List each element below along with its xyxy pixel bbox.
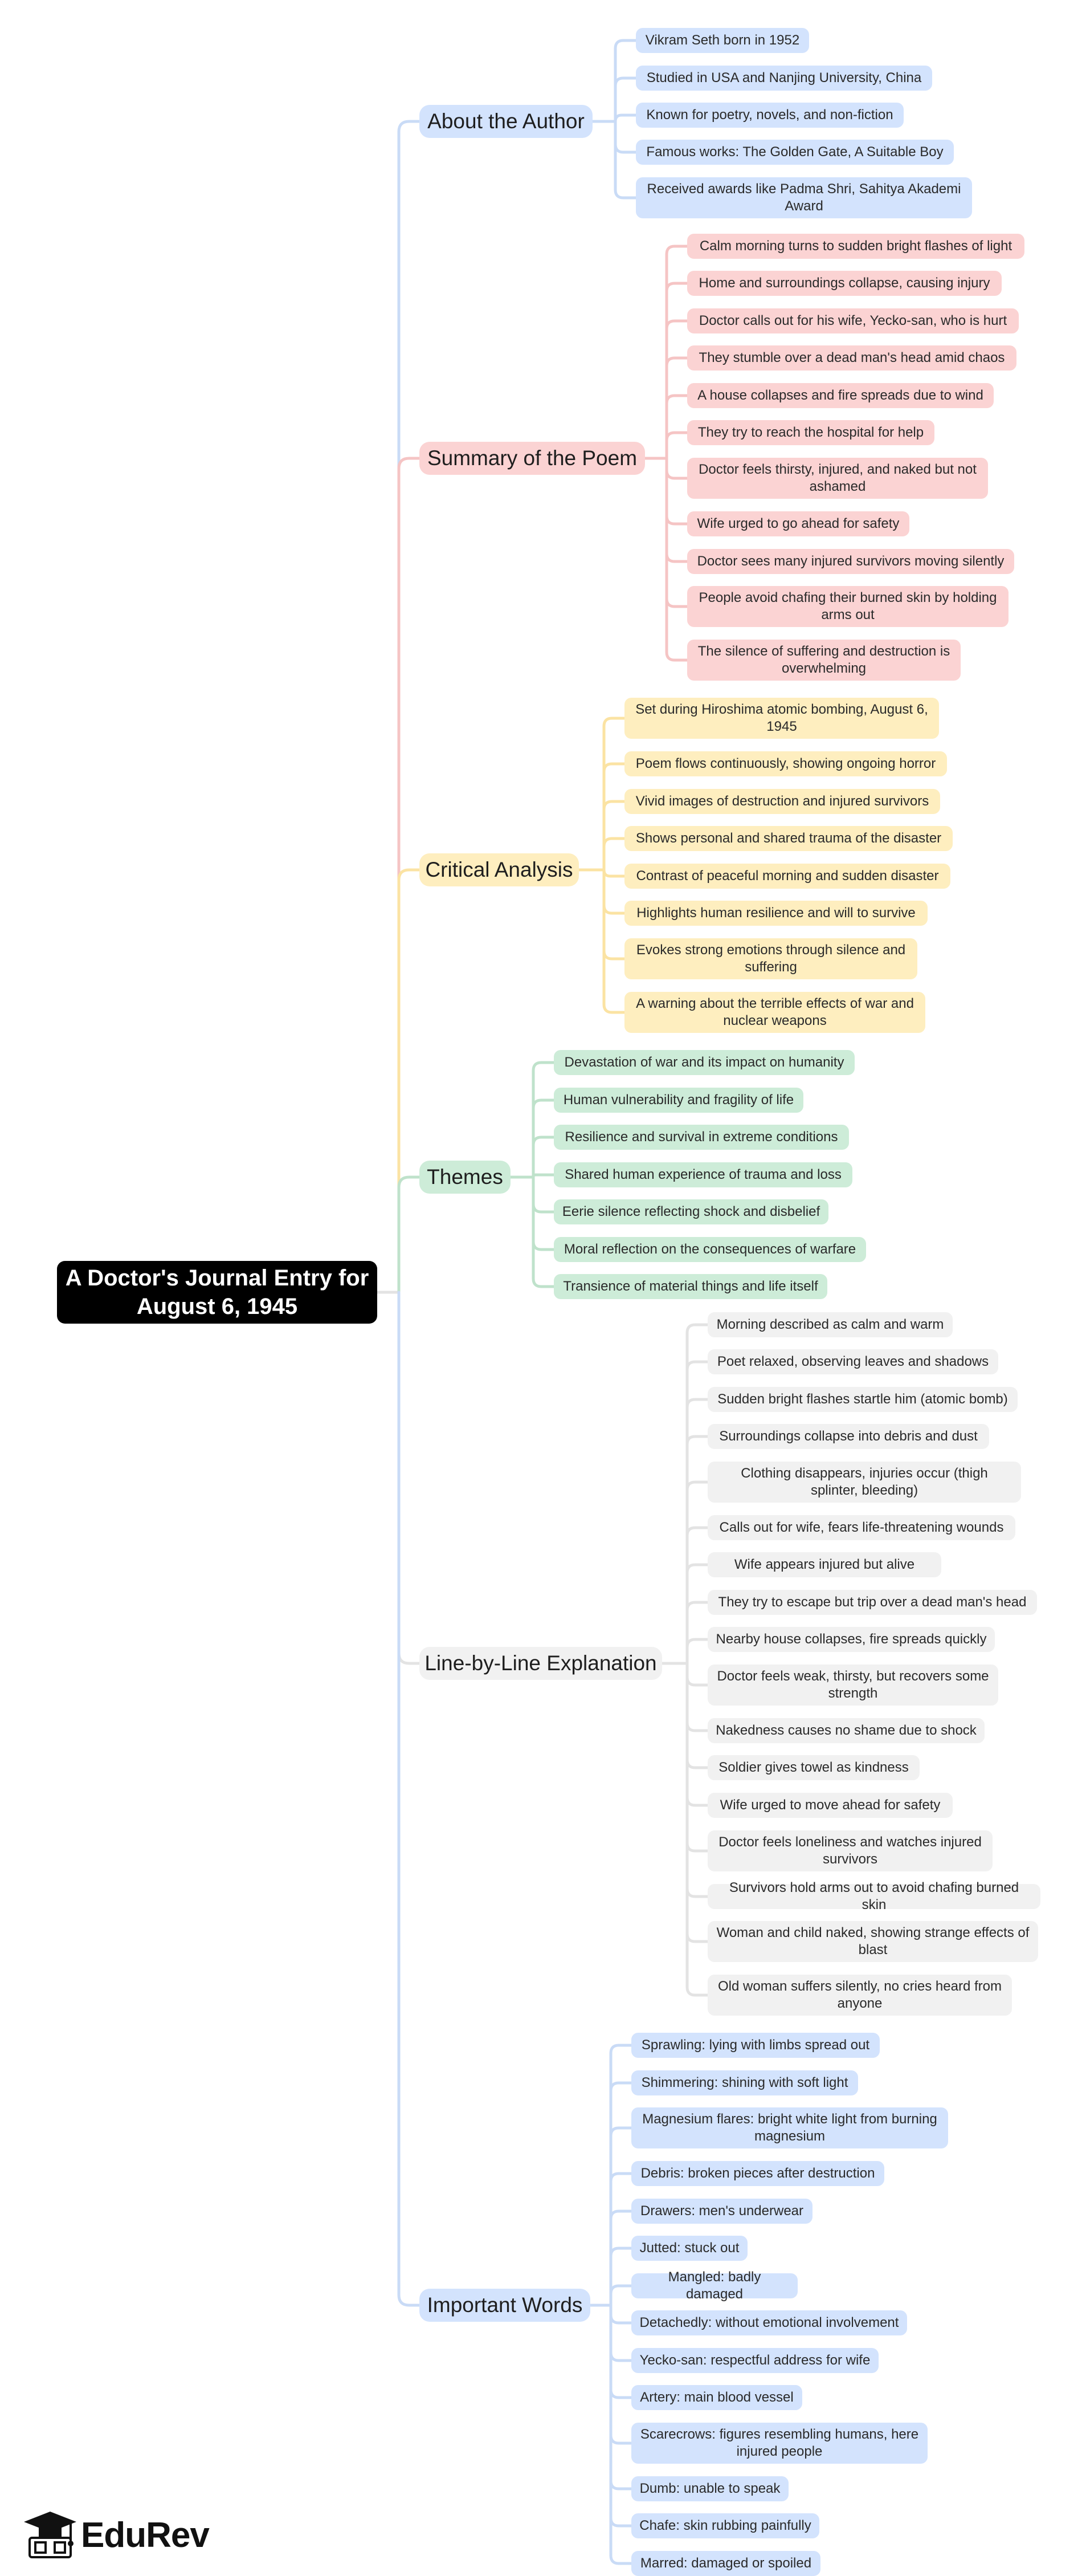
leaf-line-1: Morning described as calm and warm (708, 1312, 953, 1337)
branch-connector-3 (399, 1177, 419, 1292)
leaf-connector-2-0 (604, 718, 624, 870)
leaf-connector-5-4 (611, 2211, 631, 2305)
branch-critical-analysis[interactable]: Critical Analysis (419, 853, 579, 886)
leaf-word-5: Drawers: men's underwear (631, 2199, 813, 2224)
branch-about-the-author[interactable]: About the Author (419, 105, 593, 138)
leaf-connector-5-1 (611, 2083, 631, 2305)
leaf-word-10: Artery: main blood vessel (631, 2385, 802, 2410)
leaf-summary-11: The silence of suffering and destruction is overwhelming (687, 640, 961, 681)
leaf-summary-7: Doctor feels thirsty, injured, and naked but not ashamed (687, 458, 988, 499)
leaf-line-14: Doctor feels loneliness and watches injured survivors (708, 1830, 993, 1871)
leaf-word-14: Marred: damaged or spoiled (631, 2551, 820, 2576)
leaf-connector-5-2 (611, 2128, 631, 2305)
leaf-connector-1-9 (667, 458, 687, 607)
leaf-word-13: Chafe: skin rubbing painfully (631, 2513, 819, 2538)
branch-line-by-line-explanation[interactable]: Line-by-Line Explanation (419, 1647, 662, 1680)
leaf-line-13: Wife urged to move ahead for safety (708, 1793, 953, 1818)
leaf-summary-3: Doctor calls out for his wife, Yecko-san, who is hurt (687, 308, 1019, 333)
leaf-author-5: Received awards like Padma Shri, Sahitya Akademi Award (636, 177, 972, 218)
graduation-cap-icon (22, 2508, 79, 2559)
leaf-word-12: Dumb: unable to speak (631, 2476, 789, 2501)
leaf-line-15: Survivors hold arms out to avoid chafing burned skin (708, 1884, 1040, 1909)
leaf-line-12: Soldier gives towel as kindness (708, 1755, 920, 1780)
leaf-connector-4-14 (687, 1663, 708, 1897)
leaf-analysis-2: Poem flows continuously, showing ongoing horror (624, 751, 947, 776)
leaf-connector-5-7 (611, 2305, 631, 2323)
leaf-connector-1-4 (667, 396, 687, 458)
leaf-analysis-4: Shows personal and shared trauma of the disaster (624, 826, 953, 851)
leaf-analysis-8: A warning about the terrible effects of war and nuclear weapons (624, 992, 925, 1033)
leaf-connector-1-0 (667, 246, 687, 458)
leaf-analysis-6: Highlights human resilience and will to survive (624, 901, 928, 926)
leaf-analysis-1: Set during Hiroshima atomic bombing, August 6, 1945 (624, 698, 939, 739)
leaf-connector-4-7 (687, 1602, 708, 1663)
leaf-author-4: Famous works: The Golden Gate, A Suitable Boy (636, 140, 954, 165)
leaf-connector-1-6 (667, 458, 687, 478)
leaf-analysis-3: Vivid images of destruction and injured survivors (624, 789, 940, 814)
leaf-word-6: Jutted: stuck out (631, 2236, 748, 2261)
leaf-theme-1: Devastation of war and its impact on humanity (554, 1050, 855, 1075)
leaf-connector-0-3 (615, 121, 636, 152)
leaf-connector-3-2 (533, 1137, 554, 1177)
leaf-connector-4-1 (687, 1362, 708, 1663)
leaf-connector-4-16 (687, 1663, 708, 1995)
leaf-line-17: Old woman suffers silently, no cries heard from anyone (708, 1975, 1012, 2016)
leaf-connector-4-10 (687, 1663, 708, 1731)
branch-connector-5 (399, 1292, 419, 2305)
leaf-analysis-5: Contrast of peaceful morning and sudden disaster (624, 864, 950, 889)
leaf-theme-3: Resilience and survival in extreme conditions (554, 1125, 849, 1150)
leaf-summary-6: They try to reach the hospital for help (687, 420, 934, 445)
leaf-line-8: They try to escape but trip over a dead man's head (708, 1590, 1037, 1615)
leaf-word-1: Sprawling: lying with limbs spread out (631, 2033, 880, 2058)
leaf-author-1: Vikram Seth born in 1952 (636, 28, 809, 53)
leaf-theme-6: Moral reflection on the consequences of warfare (554, 1237, 866, 1262)
leaf-connector-3-6 (533, 1177, 554, 1287)
edurev-logo (22, 2508, 215, 2565)
leaf-word-7: Mangled: badly damaged (631, 2273, 798, 2298)
leaf-connector-4-0 (687, 1325, 708, 1663)
leaf-connector-4-11 (687, 1663, 708, 1768)
leaf-summary-8: Wife urged to go ahead for safety (687, 511, 909, 536)
leaf-line-3: Sudden bright flashes startle him (atomic bomb) (708, 1387, 1018, 1412)
leaf-line-10: Doctor feels weak, thirsty, but recovers some strength (708, 1665, 998, 1706)
leaf-connector-4-5 (687, 1528, 708, 1663)
leaf-connector-5-6 (611, 2286, 631, 2305)
leaf-line-2: Poet relaxed, observing leaves and shadows (708, 1349, 998, 1374)
branch-themes[interactable]: Themes (419, 1161, 511, 1194)
leaf-line-6: Calls out for wife, fears life-threatening wounds (708, 1515, 1015, 1540)
leaf-summary-1: Calm morning turns to sudden bright flashes of light (687, 234, 1024, 259)
leaf-connector-4-3 (687, 1436, 708, 1663)
leaf-summary-4: They stumble over a dead man's head amid chaos (687, 345, 1016, 371)
leaf-word-9: Yecko-san: respectful address for wife (631, 2348, 879, 2373)
leaf-connector-3-3 (533, 1175, 554, 1177)
leaf-summary-10: People avoid chafing their burned skin by holding arms out (687, 586, 1009, 627)
leaf-analysis-7: Evokes strong emotions through silence and suffering (624, 938, 917, 979)
leaf-connector-5-12 (611, 2305, 631, 2526)
leaf-connector-3-0 (533, 1063, 554, 1177)
leaf-line-4: Surroundings collapse into debris and dust (708, 1424, 989, 1449)
leaf-connector-1-8 (667, 458, 687, 561)
leaf-theme-2: Human vulnerability and fragility of life (554, 1088, 803, 1113)
leaf-connector-5-8 (611, 2305, 631, 2361)
leaf-word-11: Scarecrows: figures resembling humans, here injured people (631, 2423, 928, 2464)
leaf-word-2: Shimmering: shining with soft light (631, 2070, 858, 2095)
leaf-connector-0-4 (615, 121, 636, 198)
leaf-connector-1-2 (667, 321, 687, 458)
leaf-connector-4-6 (687, 1565, 708, 1663)
leaf-connector-5-5 (611, 2248, 631, 2305)
branch-connector-2 (399, 870, 419, 1292)
leaf-author-3: Known for poetry, novels, and non-fiction (636, 103, 904, 128)
leaf-connector-0-2 (615, 115, 636, 121)
branch-connector-0 (399, 121, 419, 1292)
leaf-connector-2-2 (604, 801, 624, 870)
leaf-connector-5-10 (611, 2305, 631, 2443)
leaf-theme-4: Shared human experience of trauma and loss (554, 1162, 852, 1187)
leaf-connector-4-4 (687, 1482, 708, 1663)
leaf-line-16: Woman and child naked, showing strange effects of blast (708, 1921, 1038, 1962)
leaf-connector-4-13 (687, 1663, 708, 1851)
leaf-connector-5-9 (611, 2305, 631, 2398)
leaf-connector-4-9 (687, 1663, 708, 1685)
logo-text: EduRev (81, 2516, 209, 2555)
leaf-connector-4-8 (687, 1639, 708, 1663)
leaf-connector-2-1 (604, 764, 624, 870)
leaf-word-8: Detachedly: without emotional involvement (631, 2310, 907, 2335)
leaf-line-11: Nakedness causes no shame due to shock (708, 1718, 985, 1743)
leaf-line-7: Wife appears injured but alive (708, 1552, 941, 1577)
leaf-word-4: Debris: broken pieces after destruction (631, 2161, 884, 2186)
leaf-connector-1-7 (667, 458, 687, 524)
branch-connector-4 (399, 1292, 419, 1663)
branch-important-words[interactable]: Important Words (419, 2289, 590, 2322)
leaf-connector-2-4 (604, 870, 624, 876)
leaf-summary-5: A house collapses and fire spreads due to wind (687, 383, 994, 408)
leaf-connector-1-3 (667, 358, 687, 458)
leaf-connector-2-7 (604, 870, 624, 1012)
leaf-theme-7: Transience of material things and life itself (554, 1274, 827, 1299)
leaf-connector-3-4 (533, 1177, 554, 1212)
leaf-summary-9: Doctor sees many injured survivors moving silently (687, 549, 1014, 574)
branch-summary-of-the-poem[interactable]: Summary of the Poem (419, 442, 645, 475)
root-node: A Doctor's Journal Entry for August 6, 1945 (57, 1261, 377, 1324)
leaf-connector-2-3 (604, 839, 624, 870)
leaf-line-9: Nearby house collapses, fire spreads quickly (708, 1627, 995, 1652)
branch-connector-1 (399, 458, 419, 1292)
leaf-word-3: Magnesium flares: bright white light from burning magnesium (631, 2107, 948, 2148)
leaf-connector-1-5 (667, 433, 687, 458)
leaf-line-5: Clothing disappears, injuries occur (thigh splinter, bleeding) (708, 1462, 1021, 1503)
leaf-author-2: Studied in USA and Nanjing University, China (636, 66, 932, 91)
leaf-theme-5: Eerie silence reflecting shock and disbelief (554, 1199, 828, 1224)
leaf-summary-2: Home and surroundings collapse, causing injury (687, 271, 1002, 296)
